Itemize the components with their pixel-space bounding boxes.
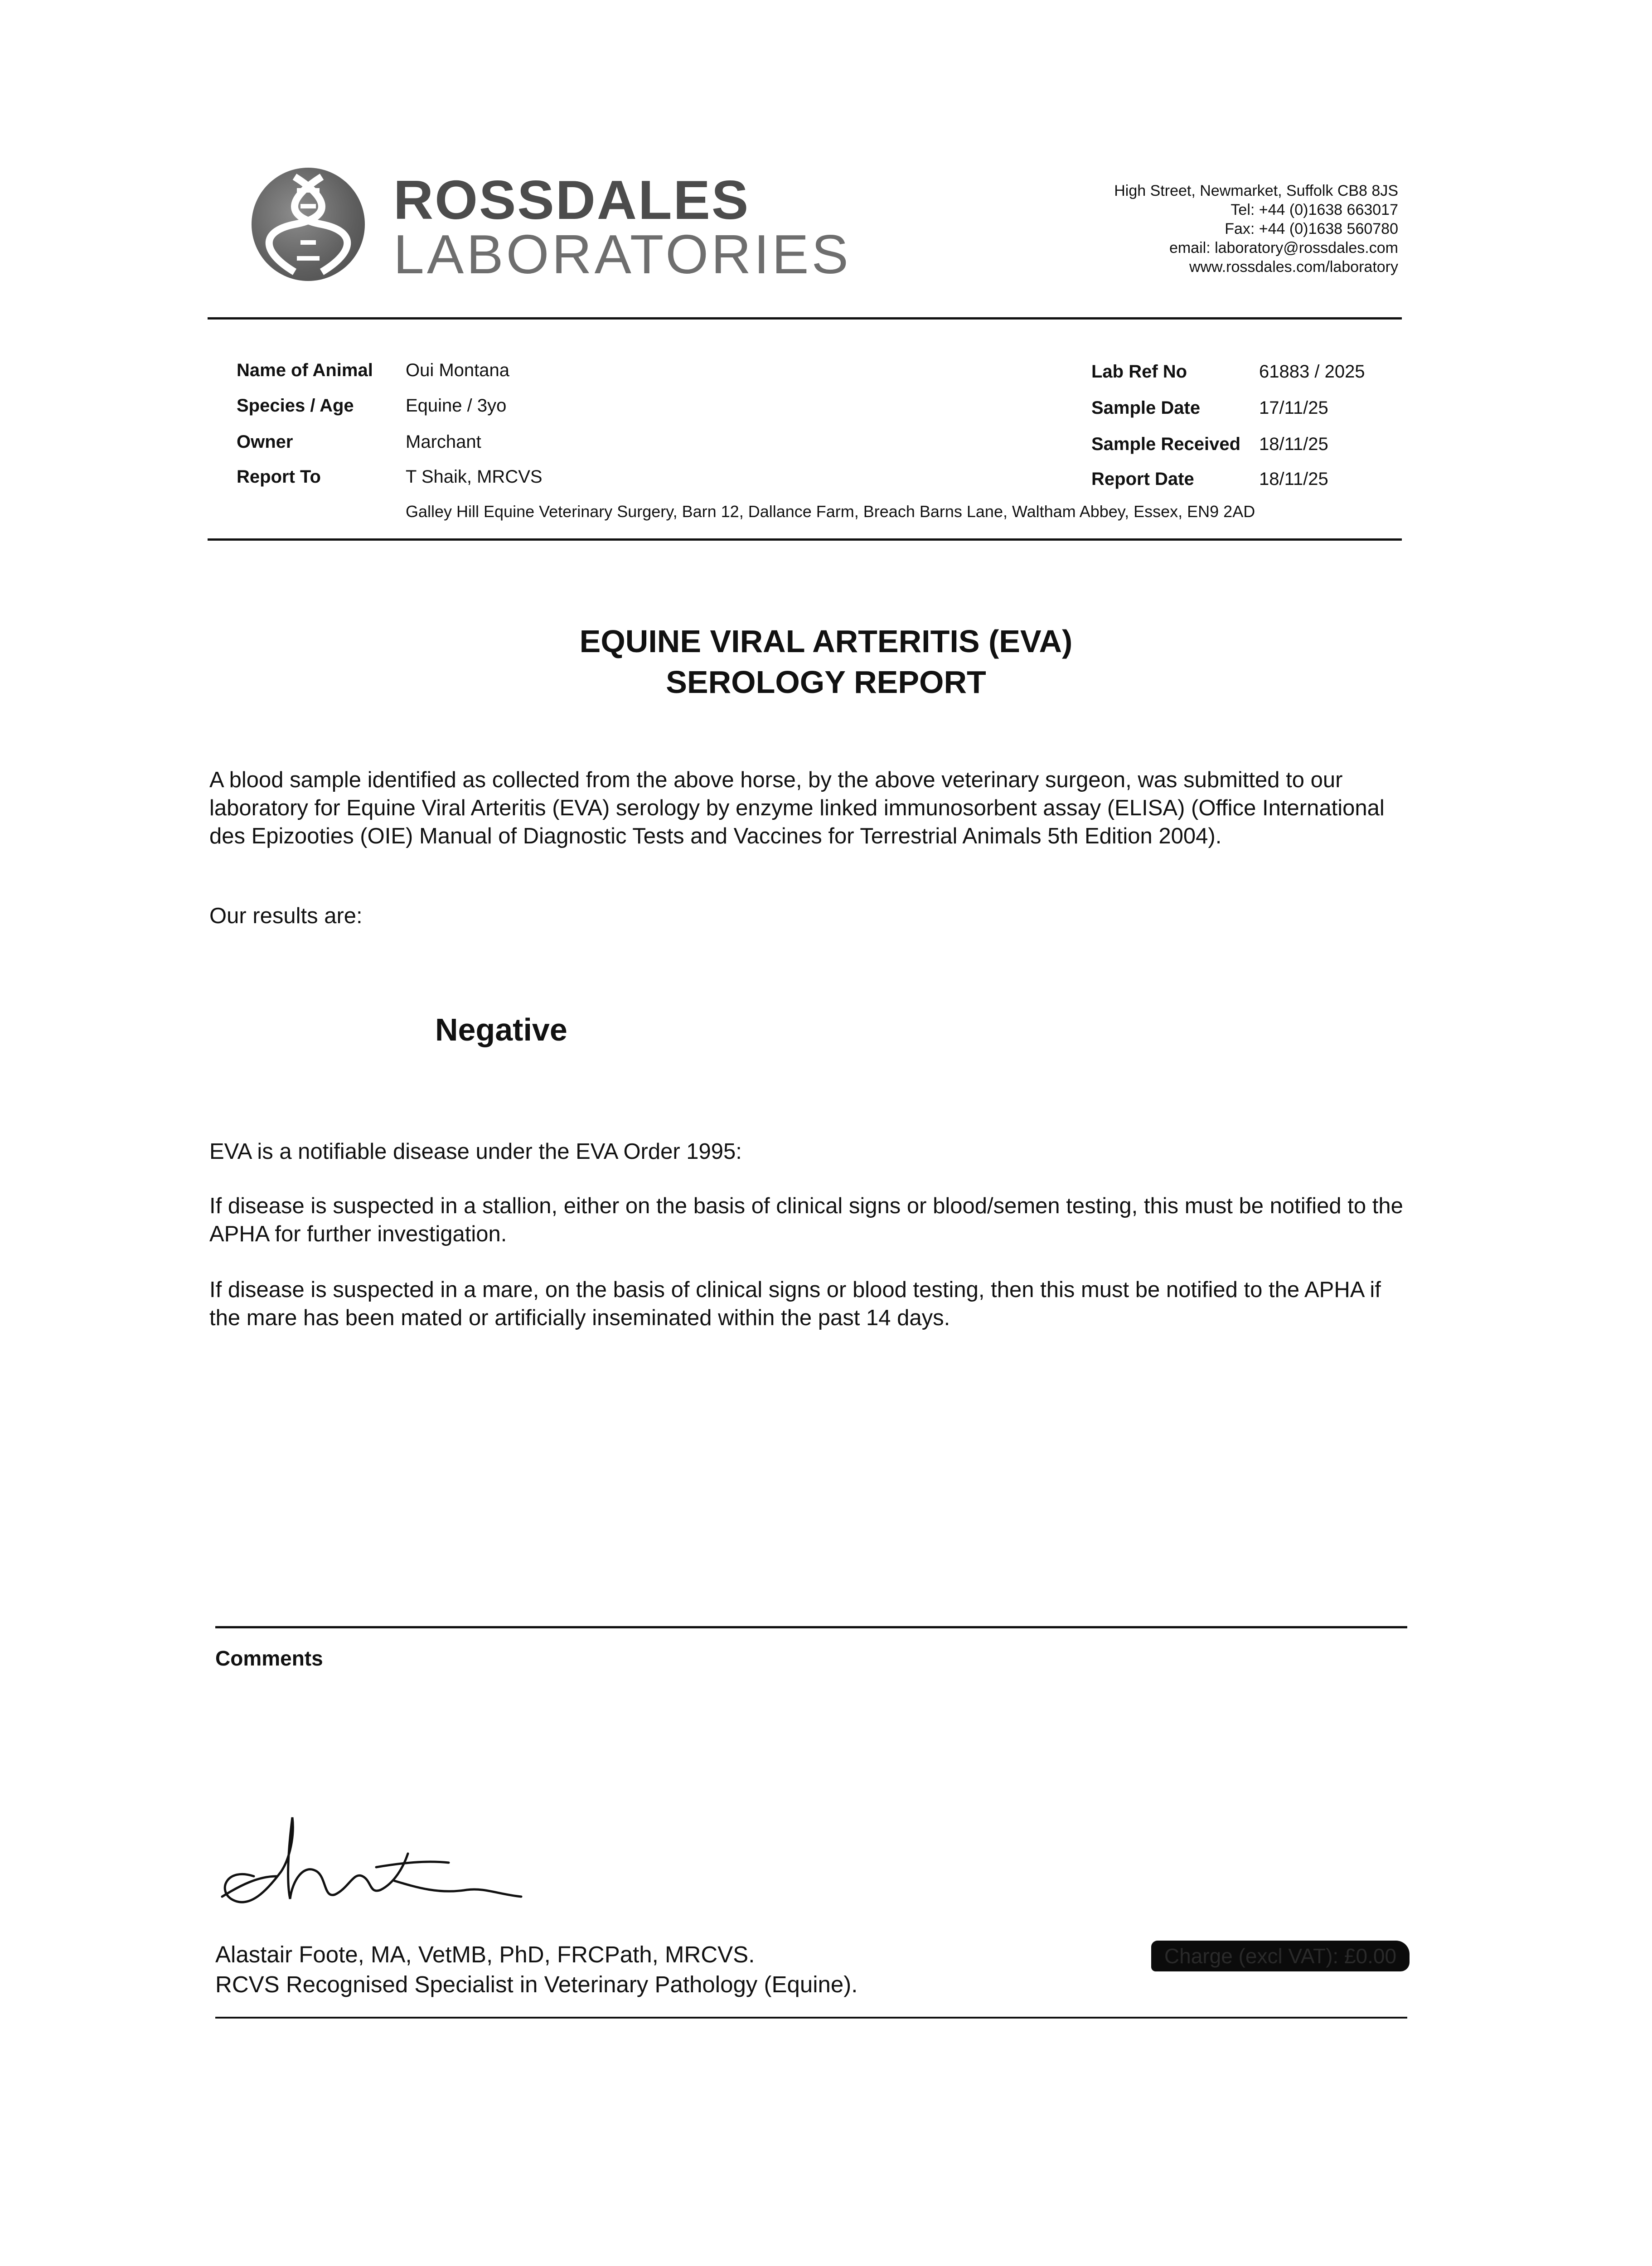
details-divider [208, 538, 1402, 541]
signature [213, 1808, 530, 1922]
contact-tel: Tel: +44 (0)1638 663017 [1231, 201, 1398, 218]
animal-value: Oui Montana [406, 360, 510, 380]
signatory-title: RCVS Recognised Specialist in Veterinary Pathology (Equine). [215, 1971, 858, 1997]
result-value: Negative [435, 1012, 567, 1047]
report-date-value: 18/11/25 [1259, 469, 1328, 489]
redacted-charge: Charge (excl VAT): £0.00 [1151, 1941, 1410, 1971]
report-title-line2: SEROLOGY REPORT [666, 664, 986, 700]
vet-address: Galley Hill Equine Veterinary Surgery, Barn 12, Dallance Farm, Breach Barns Lane, Waltham Abbey, Essex, EN9 2AD [406, 502, 1255, 521]
mare-note: If disease is suspected in a mare, on the basis of clinical signs or blood testing, then this must be notified to the APHA if the mare has been mated or artificially inseminated within the past 14 days. [209, 1278, 1381, 1330]
brand-name-line1: ROSSDALES [393, 169, 750, 231]
brand-name-line2: LABORATORIES [393, 223, 851, 285]
signatory-name: Alastair Foote, MA, VetMB, PhD, FRCPath, MRCVS. [215, 1942, 755, 1967]
dna-helix-icon [252, 168, 365, 281]
report-to-label: Report To [237, 467, 321, 487]
contact-address: High Street, Newmarket, Suffolk CB8 8JS [1114, 182, 1398, 199]
comments-divider [215, 1626, 1407, 1628]
header-divider [208, 317, 1402, 320]
contact-block [1114, 181, 1398, 276]
report-title-line1: EQUINE VIRAL ARTERITIS (EVA) [579, 624, 1073, 659]
owner-label: Owner [237, 432, 293, 452]
animal-label: Name of Animal [237, 360, 373, 380]
contact-fax: Fax: +44 (0)1638 560780 [1225, 220, 1398, 237]
comments-label: Comments [215, 1646, 323, 1670]
sample-received-value: 18/11/25 [1259, 434, 1328, 454]
species-label: Species / Age [237, 396, 354, 416]
signatory-block [215, 1940, 857, 2000]
species-value: Equine / 3yo [406, 396, 507, 416]
logo-emblem [252, 168, 365, 281]
owner-value: Marchant [406, 432, 481, 452]
sample-date-value: 17/11/25 [1259, 398, 1328, 418]
report-to-value: T Shaik, MRCVS [406, 467, 543, 487]
intro-paragraph: A blood sample identified as collected from the above horse, by the above veterinary surgeon, was submitted to our laboratory for Equine Viral Arteritis (EVA) serology by enzyme linked immunosorbent assay (ELISA) (Office International des Epizooties (OIE) Manual of Diagnostic Tests and Vaccines for Terrestrial Animals 5th Edition 2004). [209, 768, 1385, 848]
lab-ref-value: 61883 / 2025 [1259, 362, 1365, 382]
sample-received-label: Sample Received [1091, 434, 1241, 454]
lab-ref-label: Lab Ref No [1091, 362, 1187, 382]
notifiable-statement: EVA is a notifiable disease under the EVA Order 1995: [209, 1139, 742, 1164]
footer-divider [215, 2017, 1407, 2019]
results-intro: Our results are: [209, 904, 363, 928]
contact-email: email: laboratory@rossdales.com [1169, 239, 1398, 257]
contact-web: www.rossdales.com/laboratory [1189, 258, 1398, 276]
sample-date-label: Sample Date [1091, 398, 1201, 418]
report-date-label: Report Date [1091, 469, 1194, 489]
stallion-note: If disease is suspected in a stallion, either on the basis of clinical signs or blood/semen testing, this must be notified to the APHA for further investigation. [209, 1194, 1403, 1246]
